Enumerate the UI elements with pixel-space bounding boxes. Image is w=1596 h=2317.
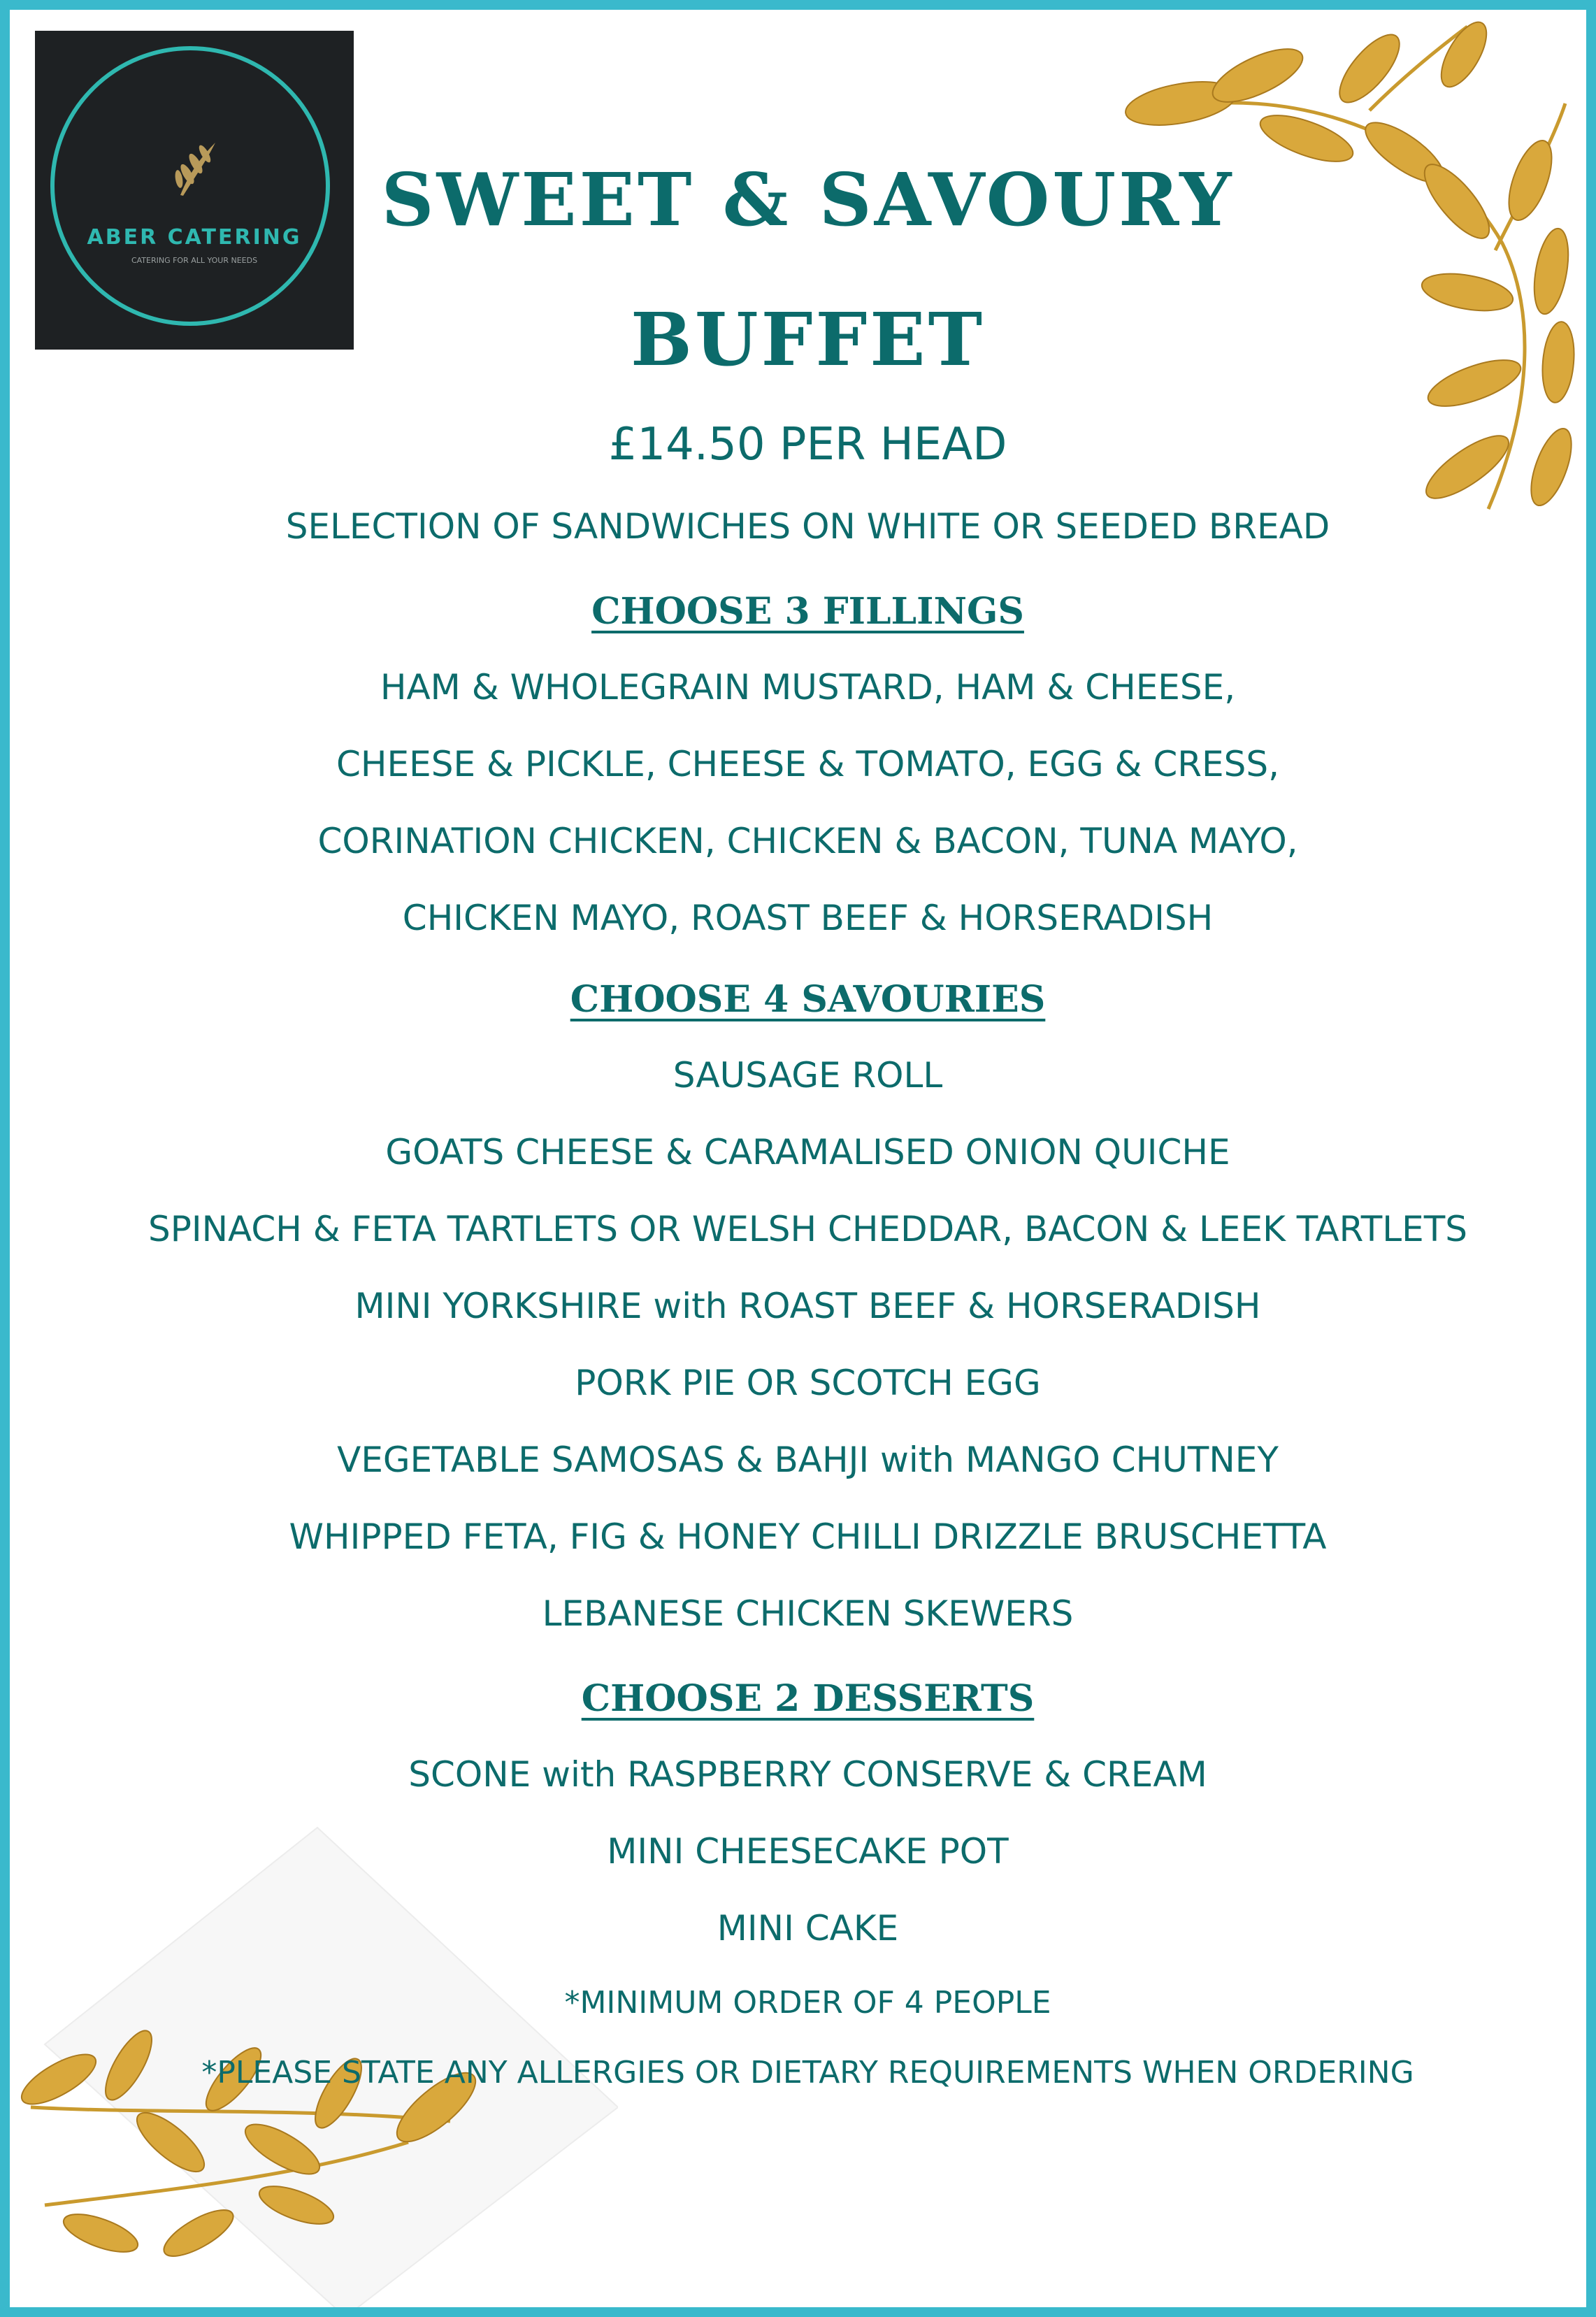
logo-name: ABER CATERING [87,225,302,250]
desserts-heading: CHOOSE 2 DESSERTS [581,1677,1035,1720]
title-line-1: SWEET & SAVOURY [381,157,1235,243]
savoury-item: SPINACH & FETA TARTLETS OR WELSH CHEDDAR, BACON & LEEK TARTLETS [148,1209,1467,1249]
dessert-item: SCONE with RASPBERRY CONSERVE & CREAM [408,1754,1207,1795]
minimum-order-note: *MINIMUM ORDER OF 4 PEOPLE [564,1985,1051,2021]
logo-tagline: CATERING FOR ALL YOUR NEEDS [131,256,258,265]
savoury-item: VEGETABLE SAMOSAS & BAHJI with MANGO CHUTNEY [337,1440,1279,1480]
savoury-item: GOATS CHEESE & CARAMALISED ONION QUICHE [385,1132,1230,1172]
savoury-item: PORK PIE OR SCOTCH EGG [575,1363,1041,1403]
fillings-line: CHEESE & PICKLE, CHEESE & TOMATO, EGG & CRESS, [336,744,1279,784]
fillings-line: HAM & WHOLEGRAIN MUSTARD, HAM & CHEESE, [380,667,1236,708]
savoury-item: SAUSAGE ROLL [673,1055,943,1096]
price-per-head: £14.50 PER HEAD [608,419,1007,471]
fillings-heading: CHOOSE 3 FILLINGS [591,590,1024,633]
fillings-line: CORINATION CHICKEN, CHICKEN & BACON, TUNA MAYO, [317,821,1298,861]
dessert-item: MINI CAKE [717,1908,899,1949]
savoury-item: LEBANESE CHICKEN SKEWERS [542,1593,1074,1634]
allergy-note: *PLEASE STATE ANY ALLERGIES OR DIETARY REQUIREMENTS WHEN ORDERING [201,2055,1414,2090]
savouries-heading: CHOOSE 4 SAVOURIES [570,978,1046,1021]
fillings-line: CHICKEN MAYO, ROAST BEEF & HORSERADISH [402,898,1214,938]
dessert-item: MINI CHEESECAKE POT [607,1831,1009,1872]
title-line-2: BUFFET [631,296,985,382]
sandwich-intro: SELECTION OF SANDWICHES ON WHITE OR SEEDED BREAD [285,506,1330,547]
savoury-item: MINI YORKSHIRE with ROAST BEEF & HORSERADISH [354,1286,1261,1326]
savoury-item: WHIPPED FETA, FIG & HONEY CHILLI DRIZZLE BRUSCHETTA [289,1516,1327,1557]
